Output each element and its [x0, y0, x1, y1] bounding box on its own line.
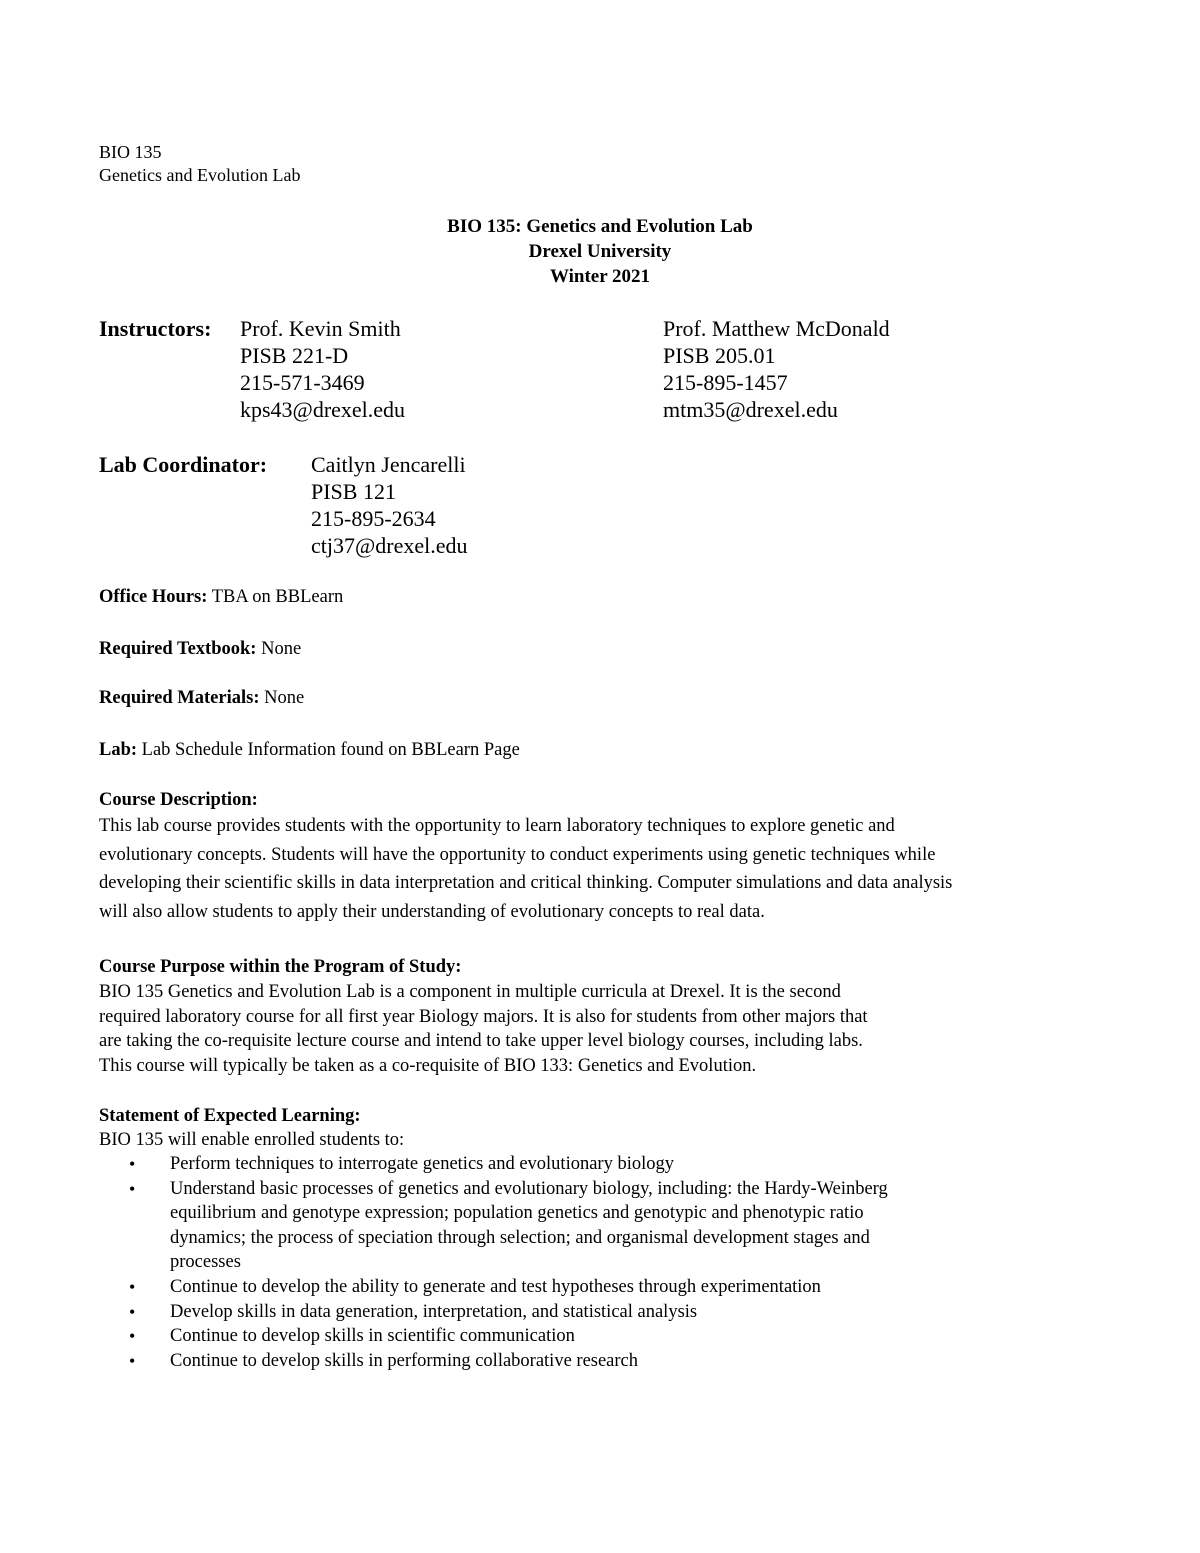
instructors-label: Instructors:	[99, 316, 212, 341]
course-purpose-line: This course will typically be taken as a co-requisite of BIO 133: Genetics and Evolution.	[99, 1055, 757, 1076]
list-item	[99, 1324, 888, 1349]
instructor-1-phone: 215-571-3469	[240, 370, 365, 395]
course-purpose-heading: Course Purpose within the Program of Study:	[99, 957, 462, 977]
office-hours-value: TBA on BBLearn	[211, 587, 344, 607]
course-description-heading: Course Description:	[99, 790, 258, 810]
office-hours-row	[99, 585, 343, 609]
instructor-2-email: mtm35@drexel.edu	[663, 397, 838, 422]
running-header-course-code: BIO 135	[99, 142, 162, 162]
course-purpose-line: required laboratory course for all first year Biology majors. It is also for students from other majors that	[99, 1006, 868, 1027]
list-item-text: Continue to develop the ability to generate and test hypotheses through experimentation	[170, 1276, 821, 1297]
lab-coordinator-office: PISB 121	[311, 479, 396, 504]
document-title: BIO 135: Genetics and Evolution Lab	[447, 216, 753, 237]
instructor-2-name: Prof. Matthew McDonald	[663, 316, 890, 341]
term: Winter 2021	[549, 266, 651, 287]
lab-row	[99, 738, 520, 762]
course-description-text	[99, 812, 1109, 927]
course-purpose-line: are taking the co-requisite lecture course and intend to take upper level biology courses, including labs.	[99, 1031, 863, 1052]
course-description-line: will also allow students to apply their understanding of evolutionary concepts to real data.	[99, 902, 765, 923]
course-purpose-line: BIO 135 Genetics and Evolution Lab is a component in multiple curricula at Drexel. It is the second	[99, 982, 841, 1002]
lab-value: Lab Schedule Information found on BBLearn Page	[141, 740, 520, 760]
required-materials-label: Required Materials:	[99, 688, 260, 708]
required-textbook-value: None	[261, 639, 302, 659]
bullet-icon: •	[129, 1301, 136, 1322]
required-textbook-row	[99, 637, 301, 661]
list-item-text: Understand basic processes of genetics and evolutionary biology, including: the Hardy-Weinberg	[170, 1178, 888, 1199]
list-item-text: Continue to develop skills in scientific communication	[170, 1326, 575, 1347]
list-item-text: Perform techniques to interrogate genetics and evolutionary biology	[170, 1154, 674, 1174]
list-item	[99, 1349, 888, 1374]
instructor-1-email: kps43@drexel.edu	[240, 397, 406, 422]
bullet-icon: •	[129, 1326, 136, 1347]
list-item-text: Continue to develop skills in performing collaborative research	[170, 1350, 639, 1371]
list-item-text: Develop skills in data generation, interpretation, and statistical analysis	[170, 1301, 698, 1322]
bullet-icon: •	[129, 1276, 136, 1297]
instructor-2-office: PISB 205.01	[663, 343, 776, 368]
lab-coordinator-phone: 215-895-2634	[311, 506, 436, 531]
expected-learning-intro: BIO 135 will enable enrolled students to:	[99, 1130, 405, 1150]
lab-coordinator-email: ctj37@drexel.edu	[311, 533, 468, 558]
list-item	[99, 1300, 888, 1325]
bullet-icon: •	[129, 1178, 136, 1199]
instructor-2-phone: 215-895-1457	[663, 370, 788, 395]
required-materials-row	[99, 686, 304, 710]
lab-coordinator-label: Lab Coordinator:	[99, 452, 268, 477]
bullet-icon: •	[129, 1350, 136, 1371]
lab-coordinator-name: Caitlyn Jencarelli	[311, 452, 466, 477]
instructor-1-office: PISB 221-D	[240, 343, 349, 368]
required-textbook-label: Required Textbook:	[99, 639, 257, 659]
list-item-text: processes	[170, 1252, 241, 1273]
lab-label: Lab:	[99, 740, 138, 760]
course-description-line: developing their scientific skills in data interpretation and critical thinking. Computer simulations and data analysis	[99, 873, 953, 894]
bullet-icon: •	[129, 1154, 136, 1174]
instructor-1-name: Prof. Kevin Smith	[240, 316, 401, 341]
list-item	[99, 1275, 888, 1300]
list-item-text: equilibrium and genotype expression; population genetics and genotypic and phenotypic ratio	[170, 1203, 864, 1224]
list-item	[99, 1152, 888, 1177]
university-name: Drexel University	[528, 241, 672, 262]
course-description-line: evolutionary concepts. Students will have the opportunity to conduct experiments using genetic techniques while	[99, 844, 936, 865]
course-purpose-text	[99, 980, 1109, 1078]
course-description-line: This lab course provides students with the opportunity to learn laboratory techniques to explore genetic and	[99, 816, 895, 836]
expected-learning-list	[99, 1152, 888, 1373]
expected-learning-heading: Statement of Expected Learning:	[99, 1106, 361, 1126]
list-item	[99, 1177, 888, 1275]
list-item-text: dynamics; the process of speciation through selection; and organismal development stages and	[170, 1227, 870, 1248]
running-header-course-title: Genetics and Evolution Lab	[99, 165, 301, 185]
office-hours-label: Office Hours:	[99, 587, 208, 607]
required-materials-value: None	[264, 688, 305, 708]
